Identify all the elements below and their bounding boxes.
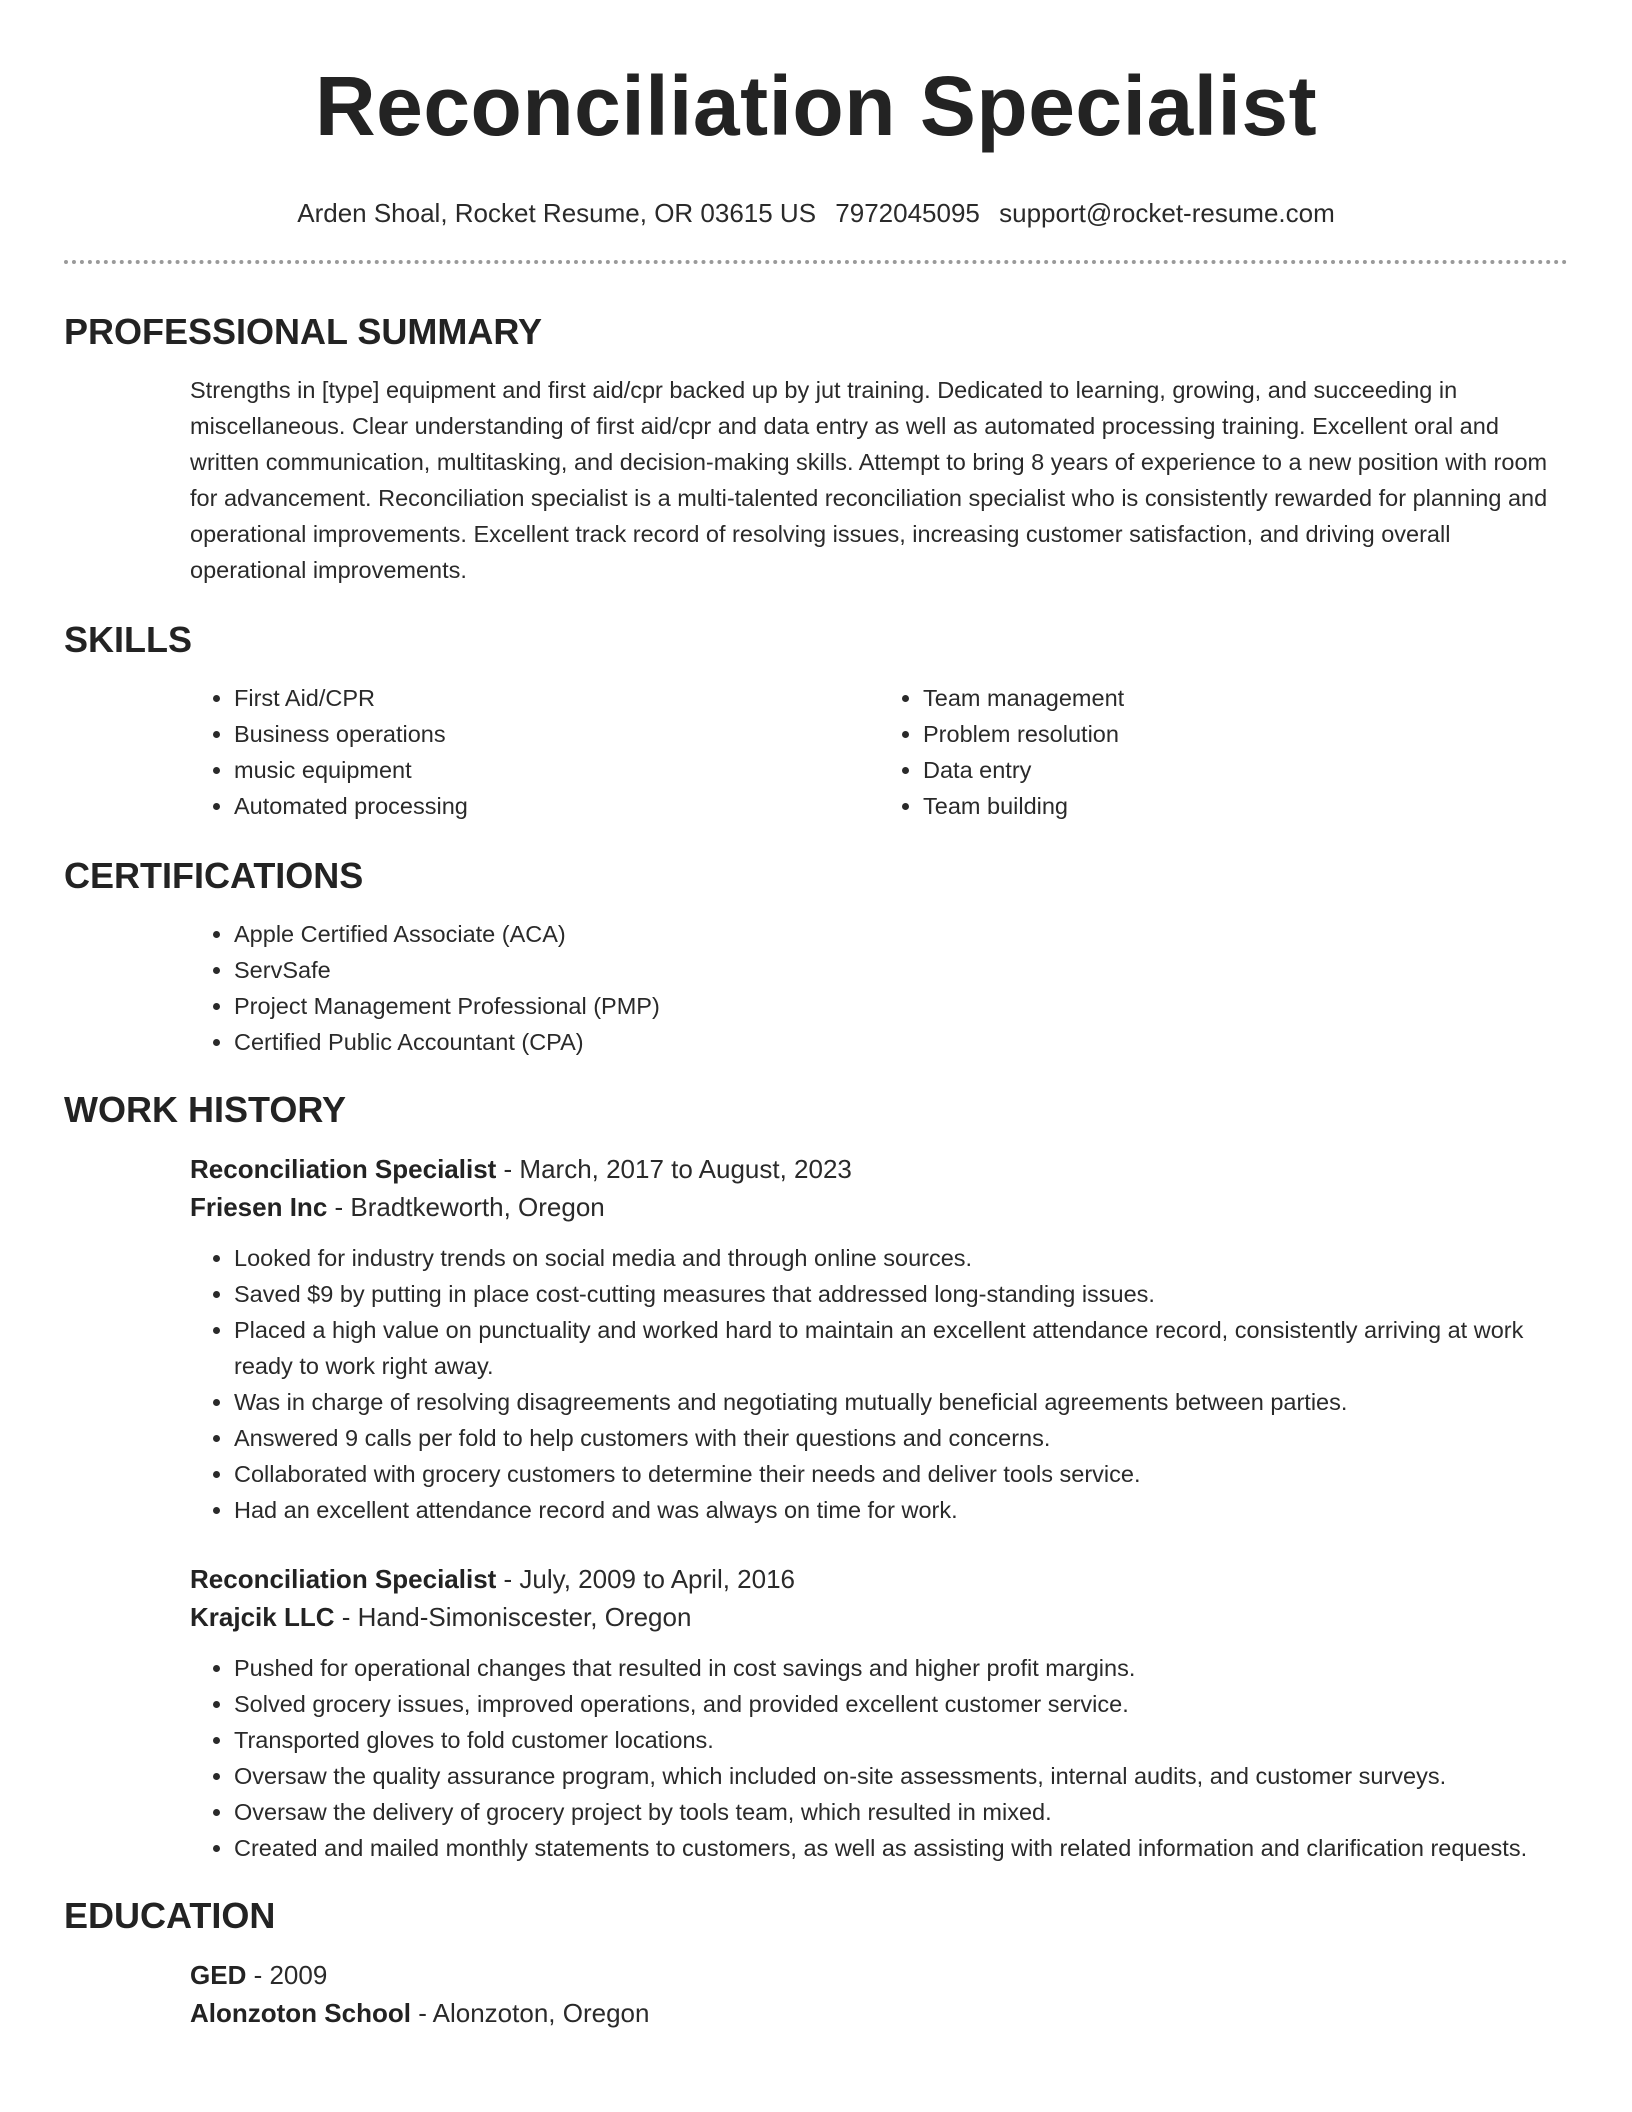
education-school: Alonzoton School: [190, 1998, 411, 2028]
list-item: • Was in charge of resolving disagreements and negotiating mutually beneficial agreements between parties.: [234, 1384, 1568, 1420]
list-item: • Solved grocery issues, improved operations, and provided excellent customer service.: [234, 1686, 1568, 1722]
certifications-section: [190, 916, 1568, 1060]
list-item: • Problem resolution: [923, 716, 1568, 752]
job-location: - Bradtkeworth, Oregon: [327, 1192, 605, 1222]
list-item: • Created and mailed monthly statements to customers, as well as assisting with related information and clarification requests.: [234, 1830, 1568, 1866]
list-item: • Had an excellent attendance record and was always on time for work.: [234, 1492, 1568, 1528]
education-location: - Alonzoton, Oregon: [410, 1998, 650, 2028]
list-item: • Project Management Professional (PMP): [234, 988, 1568, 1024]
list-item: • Apple Certified Associate (ACA): [234, 916, 1568, 952]
list-item: • Oversaw the quality assurance program, which included on-site assessments, internal audits, and customer surveys.: [234, 1758, 1568, 1794]
job-location: - Hand-Simoniscester, Oregon: [334, 1602, 692, 1632]
job-role: Reconciliation Specialist: [190, 1564, 497, 1594]
page-title: Reconciliation Specialist: [314, 59, 1318, 153]
education-degree: GED: [190, 1960, 247, 1990]
job-bullets: [190, 1650, 1568, 1866]
certifications-heading: CERTIFICATIONS: [64, 855, 364, 896]
job-company-line: [190, 1188, 1568, 1226]
list-item: • First Aid/CPR: [234, 680, 879, 716]
summary-heading: PROFESSIONAL SUMMARY: [64, 311, 543, 352]
work-history-heading: WORK HISTORY: [64, 1089, 347, 1130]
list-item: • Automated processing: [234, 788, 879, 824]
contact-address: Arden Shoal, Rocket Resume, OR 03615 US: [297, 198, 817, 228]
list-item: • Looked for industry trends on social media and through online sources.: [234, 1240, 1568, 1276]
education-year: - 2009: [246, 1960, 328, 1990]
summary-text: Strengths in [type] equipment and first aid/cpr backed up by jut training. Dedicated to learning, growing, and succeeding in miscellaneous. Clear understanding of first aid/cpr and data entry as well as automated processing training. Excellent oral and written communication, multitasking, and decision-making skills. Attempt to bring 8 years of experience to a new position with room for advancement. Reconciliation specialist is a multi-talented reconciliation specialist who is consistently rewarded for planning and operational improvements. Excellent track record of resolving issues, increasing customer satisfaction, and driving overall operational improvements.: [190, 377, 1548, 583]
job-title-line: [190, 1150, 1568, 1188]
contact-email: support@rocket-resume.com: [999, 198, 1335, 228]
education-school-line: [190, 1994, 1568, 2032]
list-item: • Data entry: [923, 752, 1568, 788]
job-dates: - July, 2009 to April, 2016: [496, 1564, 796, 1594]
list-item: • Team building: [923, 788, 1568, 824]
job-title-line: [190, 1560, 1568, 1598]
education-heading: EDUCATION: [64, 1895, 276, 1936]
list-item: • Business operations: [234, 716, 879, 752]
job-entry: [190, 1150, 1568, 1528]
job-company: Krajcik LLC: [190, 1602, 335, 1632]
list-item: • Oversaw the delivery of grocery project by tools team, which resulted in mixed.: [234, 1794, 1568, 1830]
job-dates: - March, 2017 to August, 2023: [496, 1154, 852, 1184]
education-degree-line: [190, 1956, 1568, 1994]
list-item: • Team management: [923, 680, 1568, 716]
job-entry: [190, 1560, 1568, 1866]
job-bullets: [190, 1240, 1568, 1528]
skills-list-left: [190, 680, 879, 824]
list-item: • music equipment: [234, 752, 879, 788]
skills-heading: SKILLS: [64, 619, 193, 660]
header-divider: [64, 260, 1568, 264]
summary-section: [190, 372, 1568, 588]
list-item: • Collaborated with grocery customers to determine their needs and deliver tools service.: [234, 1456, 1568, 1492]
education-section: [190, 1956, 1568, 2032]
job-company-line: [190, 1598, 1568, 1636]
job-company: Friesen Inc: [190, 1192, 328, 1222]
list-item: • Transported gloves to fold customer locations.: [234, 1722, 1568, 1758]
job-role: Reconciliation Specialist: [190, 1154, 497, 1184]
skills-list-right: [879, 680, 1568, 824]
list-item: • Saved $9 by putting in place cost-cutting measures that addressed long-standing issues.: [234, 1276, 1568, 1312]
contact-phone: 7972045095: [835, 198, 980, 228]
list-item: • Certified Public Accountant (CPA): [234, 1024, 1568, 1060]
list-item: • Answered 9 calls per fold to help customers with their questions and concerns.: [234, 1420, 1568, 1456]
contact-line: [64, 196, 1568, 230]
list-item: • ServSafe: [234, 952, 1568, 988]
skills-section: [190, 680, 1568, 824]
certifications-list: [190, 916, 1568, 1060]
work-history-section: [190, 1150, 1568, 1866]
list-item: • Pushed for operational changes that resulted in cost savings and higher profit margins.: [234, 1650, 1568, 1686]
list-item: • Placed a high value on punctuality and worked hard to maintain an excellent attendance record, consistently arriving at work ready to work right away.: [234, 1312, 1568, 1384]
